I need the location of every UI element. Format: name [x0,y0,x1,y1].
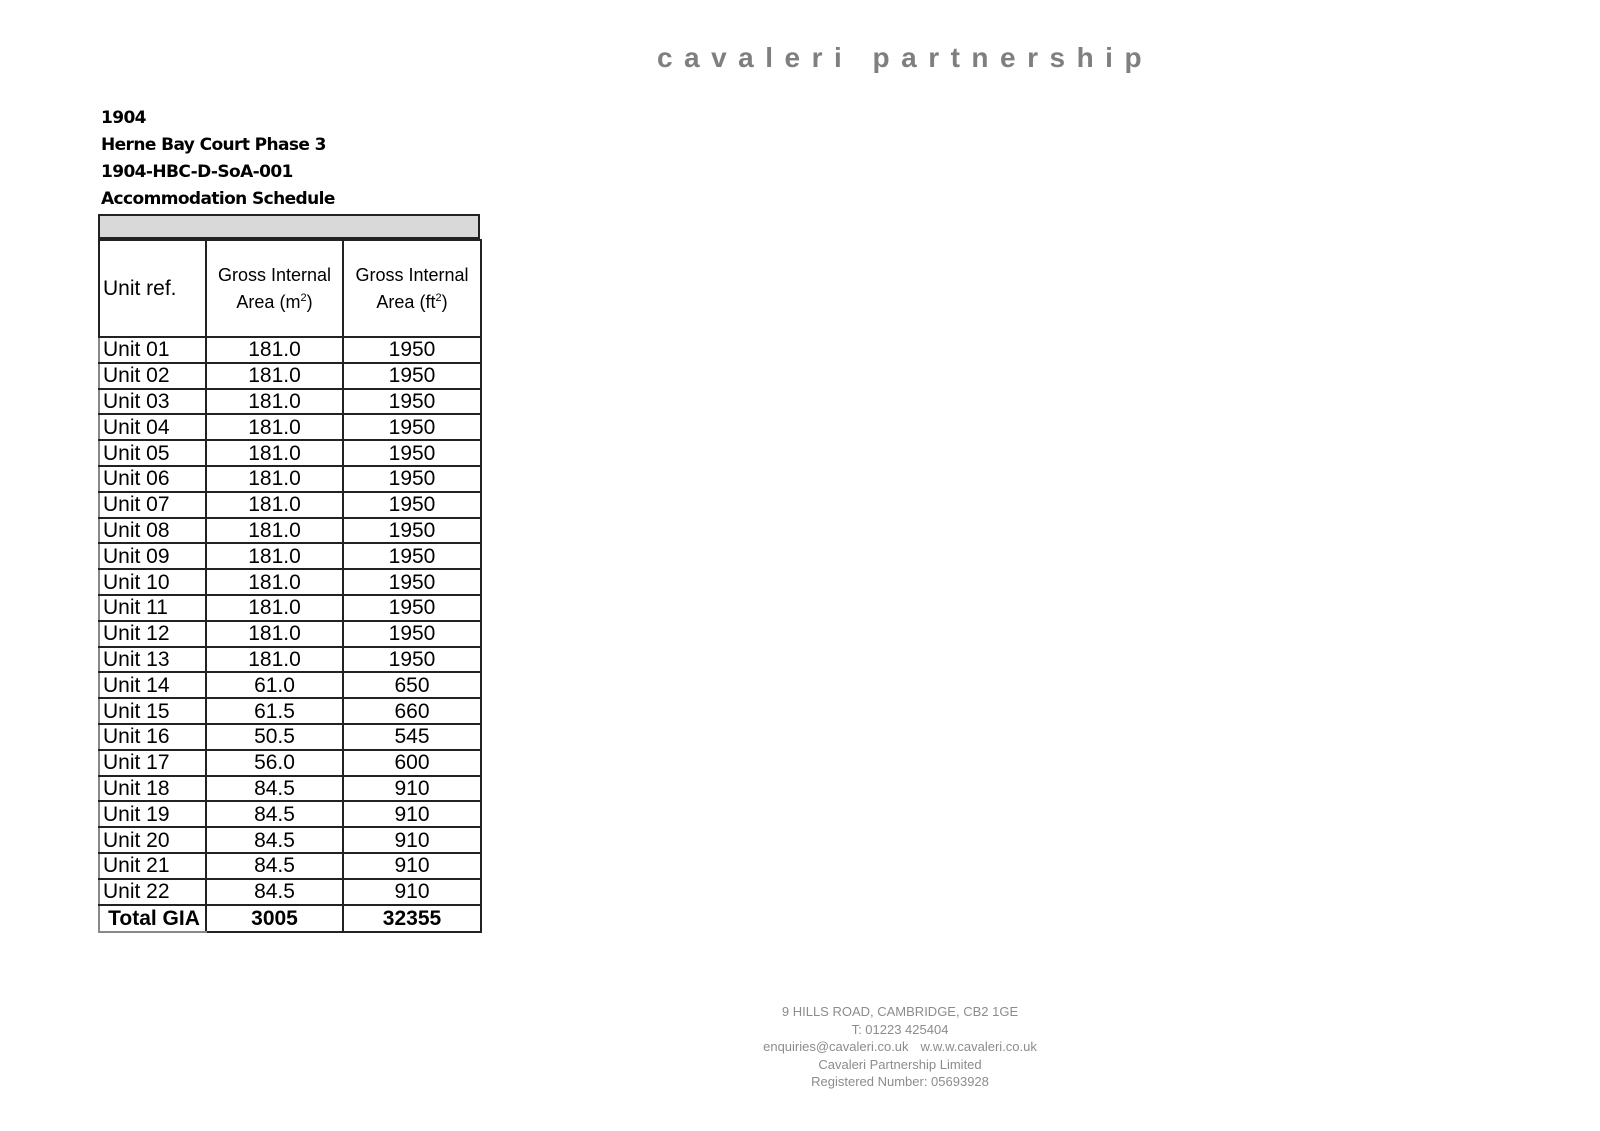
unit-ref-cell: Unit 16 [99,724,206,750]
footer-email[interactable]: enquiries@cavaleri.co.uk [763,1039,909,1054]
gia-m2-cell: 50.5 [206,724,343,750]
unit-ref-cell: Unit 19 [99,801,206,827]
gia-ft2-cell: 1950 [343,569,481,595]
gia-m2-cell: 84.5 [206,801,343,827]
gia-ft2-cell: 910 [343,879,481,905]
column-header-gia-m2 [206,240,343,337]
gia-ft2-cell: 650 [343,672,481,698]
gia-ft2-cell: 1950 [343,414,481,440]
schedule-table [98,239,482,933]
unit-ref-cell: Unit 12 [99,621,206,647]
table-row [99,698,481,724]
table-row [99,879,481,905]
gia-m2-cell: 181.0 [206,543,343,569]
table-row [99,363,481,389]
unit-ref-cell: Unit 18 [99,776,206,802]
footer-phone: T: 01223 425404 [851,1021,949,1037]
document-title: Accommodation Schedule [101,189,335,209]
unit-ref-cell: Unit 09 [99,543,206,569]
gia-m2-cell: 181.0 [206,440,343,466]
table-row [99,621,481,647]
table-row [99,724,481,750]
column-header-unit: Unit ref. [99,240,206,337]
unit-ref-cell: Unit 06 [99,466,206,492]
unit-ref-cell: Unit 22 [99,879,206,905]
header-line: Gross Internal [355,264,469,285]
gia-ft2-cell: 1950 [343,337,481,363]
gia-ft2-cell: 545 [343,724,481,750]
gia-ft2-cell: 1950 [343,621,481,647]
gia-ft2-cell: 1950 [343,543,481,569]
gia-m2-cell: 181.0 [206,363,343,389]
gia-m2-cell: 181.0 [206,569,343,595]
table-row [99,801,481,827]
table-row [99,595,481,621]
gia-ft2-cell: 910 [343,827,481,853]
unit-ref-cell: Unit 08 [99,518,206,544]
total-row [99,905,481,932]
accommodation-schedule [98,214,480,933]
gia-ft2-cell: 1950 [343,595,481,621]
gia-m2-cell: 181.0 [206,595,343,621]
gia-ft2-cell: 910 [343,853,481,879]
table-header-row [99,240,481,337]
footer-registered: Registered Number: 05693928 [811,1074,989,1089]
project-name: Herne Bay Court Phase 3 [101,135,326,155]
table-row [99,827,481,853]
gia-m2-cell: 61.0 [206,672,343,698]
gia-ft2-cell: 600 [343,750,481,776]
brand-title: cavaleri partnership [656,42,1154,73]
gia-m2-cell: 61.5 [206,698,343,724]
table-row [99,647,481,673]
footer-company: Cavaleri Partnership Limited [818,1056,982,1072]
table-row [99,337,481,363]
table-row [99,518,481,544]
unit-ref-cell: Unit 13 [99,647,206,673]
column-header-gia-ft2 [343,240,481,337]
table-row [99,492,481,518]
unit-ref-cell: Unit 17 [99,750,206,776]
gia-m2-cell: 181.0 [206,647,343,673]
footer [0,1003,1600,1091]
unit-ref-cell: Unit 07 [99,492,206,518]
gia-m2-cell: 181.0 [206,621,343,647]
unit-ref-cell: Unit 15 [99,698,206,724]
table-row [99,569,481,595]
gia-m2-cell: 84.5 [206,853,343,879]
gia-m2-cell: 84.5 [206,827,343,853]
table-row [99,543,481,569]
header-line: Area (ft [376,291,436,312]
gia-ft2-cell: 910 [343,776,481,802]
gia-m2-cell: 181.0 [206,337,343,363]
gia-m2-cell: 181.0 [206,466,343,492]
unit-ref-cell: Unit 01 [99,337,206,363]
gia-m2-cell: 84.5 [206,776,343,802]
footer-address: 9 HILLS ROAD, CAMBRIDGE, CB2 1GE [781,1004,1019,1019]
header-close: ) [441,291,448,312]
gia-m2-cell: 56.0 [206,750,343,776]
job-number: 1904 [101,108,146,128]
gia-ft2-cell: 910 [343,801,481,827]
table-row [99,750,481,776]
gia-ft2-cell: 1950 [343,363,481,389]
unit-ref-cell: Unit 20 [99,827,206,853]
gia-m2-cell: 84.5 [206,879,343,905]
superscript: 2 [300,291,307,304]
document-reference: 1904-HBC-D-SoA-001 [101,162,293,182]
gia-ft2-cell: 1950 [343,492,481,518]
unit-ref-cell: Unit 14 [99,672,206,698]
header-line: Gross Internal [217,264,332,285]
table-row [99,389,481,415]
gia-m2-cell: 181.0 [206,414,343,440]
gia-m2-cell: 181.0 [206,492,343,518]
gia-m2-cell: 181.0 [206,518,343,544]
table-row [99,853,481,879]
gia-ft2-cell: 1950 [343,440,481,466]
table-row [99,776,481,802]
gia-ft2-cell: 1950 [343,466,481,492]
header-line: Area (m [236,291,301,312]
total-label: Total GIA [99,905,206,932]
table-row [99,672,481,698]
document-header [101,105,335,213]
superscript: 2 [435,291,442,304]
footer-contact [200,1038,1600,1056]
unit-ref-cell: Unit 04 [99,414,206,440]
unit-ref-cell: Unit 03 [99,389,206,415]
table-row [99,440,481,466]
footer-website[interactable]: w.w.w.cavaleri.co.uk [920,1039,1037,1054]
gia-ft2-cell: 1950 [343,647,481,673]
table-title-band [98,214,480,239]
unit-ref-cell: Unit 10 [99,569,206,595]
total-gia-ft2: 32355 [343,905,481,932]
gia-ft2-cell: 660 [343,698,481,724]
unit-ref-cell: Unit 05 [99,440,206,466]
gia-ft2-cell: 1950 [343,389,481,415]
table-row [99,466,481,492]
gia-m2-cell: 181.0 [206,389,343,415]
table-row [99,414,481,440]
gia-ft2-cell: 1950 [343,518,481,544]
header-close: ) [306,291,313,312]
unit-ref-cell: Unit 02 [99,363,206,389]
unit-ref-cell: Unit 11 [99,595,206,621]
unit-ref-cell: Unit 21 [99,853,206,879]
total-gia-m2: 3005 [206,905,343,932]
